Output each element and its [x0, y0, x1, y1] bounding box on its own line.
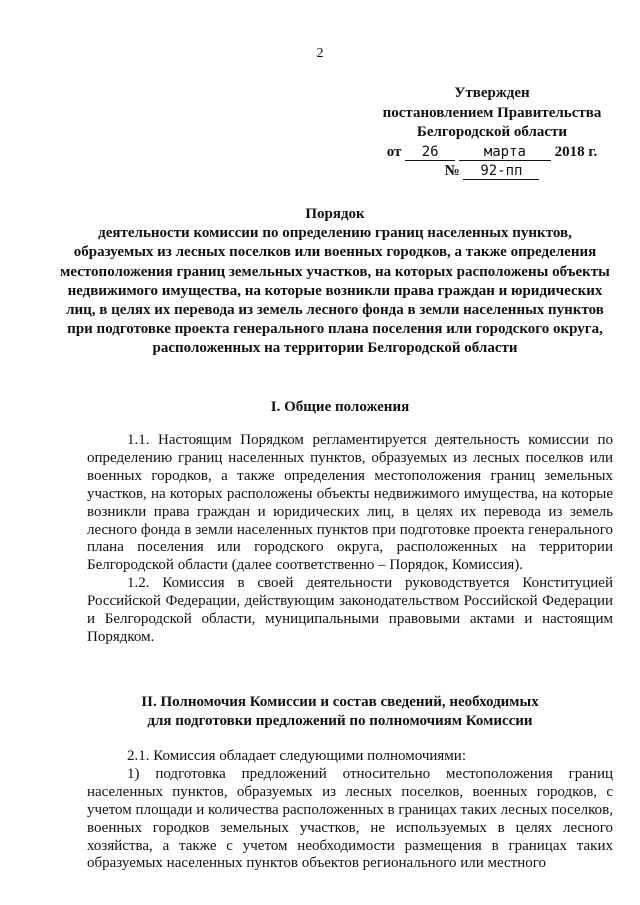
approval-date — [372, 143, 612, 163]
paragraph-1-2: 1.2. Комиссия в своей деятельности руководствуется Конституцией Российской Федерации, действующим законодательством Российской Федерации и Белгородской области, муниципальными правовыми актами и настоящим Порядком. — [87, 575, 613, 645]
date-prefix: от — [386, 143, 402, 160]
section-2-heading — [80, 693, 600, 731]
page-number: 2 — [316, 46, 324, 61]
paragraph-2-1-item-1: 1) подготовка предложений относительно местоположения границ населенных пунктов, образуемых из лесных поселков, военных городков, с учетом площади и количества расположенных в границах таких лесных поселков, военных городков земельных участков, не используемых в целях лесного хозяйства, а также с учетом необходимости размещения в границах таких образуемых населенных пунктов объектов регионального или местного — [87, 765, 613, 872]
approval-line-2: постановлением Правительства — [382, 104, 602, 121]
approval-line-1: Утвержден — [454, 85, 530, 101]
approval-stamp — [372, 84, 612, 182]
number-prefix: № — [444, 163, 460, 179]
date-year: 2018 г. — [554, 143, 598, 160]
title-subtitle: деятельности комиссии по определению границ населенных пунктов, образуемых из лесных поселков или военных городков, а также определения местоположения границ земельных участков, на которых расположены объекты недвижимого имущества, на которые возникли права граждан и юридических лиц, в целях их перевода из земель лесного фонда в земли населенных пунктов при подготовке проекта генерального плана поселения или городского округа, расположенных на территории Белгородской области — [60, 225, 610, 357]
document-title — [60, 205, 610, 359]
paragraph-2-1: 2.1. Комиссия обладает следующими полномочиями: — [127, 748, 466, 764]
section-2-heading-line-2: для подготовки предложений по полномочиям Комиссии — [147, 713, 533, 729]
section-1-body — [87, 432, 613, 647]
section-1-heading: I. Общие положения — [270, 399, 410, 415]
section-2-heading-line-1: II. Полномочия Комиссии и состав сведений, необходимых — [141, 694, 539, 710]
approval-line-3: Белгородской области — [416, 124, 568, 140]
approval-number — [372, 162, 612, 182]
paragraph-1-1: 1.1. Настоящим Порядком регламентируется деятельность комиссии по определению границ населенных пунктов, образуемых из лесных поселков или военных городков, а также определения местоположения границ земельных участков, на которых расположены объекты недвижимого имущества, на которые возникли права граждан и юридических лиц, в целях их перевода из земель лесного фонда в земли населенных пунктов при подготовке проекта генерального плана поселения или городского округа, расположенных на территории Белгородской области (далее соответственно – Порядок, Комиссия). — [87, 432, 613, 574]
date-day: 26 — [405, 145, 455, 161]
title-heading: Порядок — [305, 206, 365, 222]
section-2-body — [87, 748, 613, 873]
number-value: 92-пп — [463, 164, 539, 180]
date-month: марта — [459, 145, 551, 161]
